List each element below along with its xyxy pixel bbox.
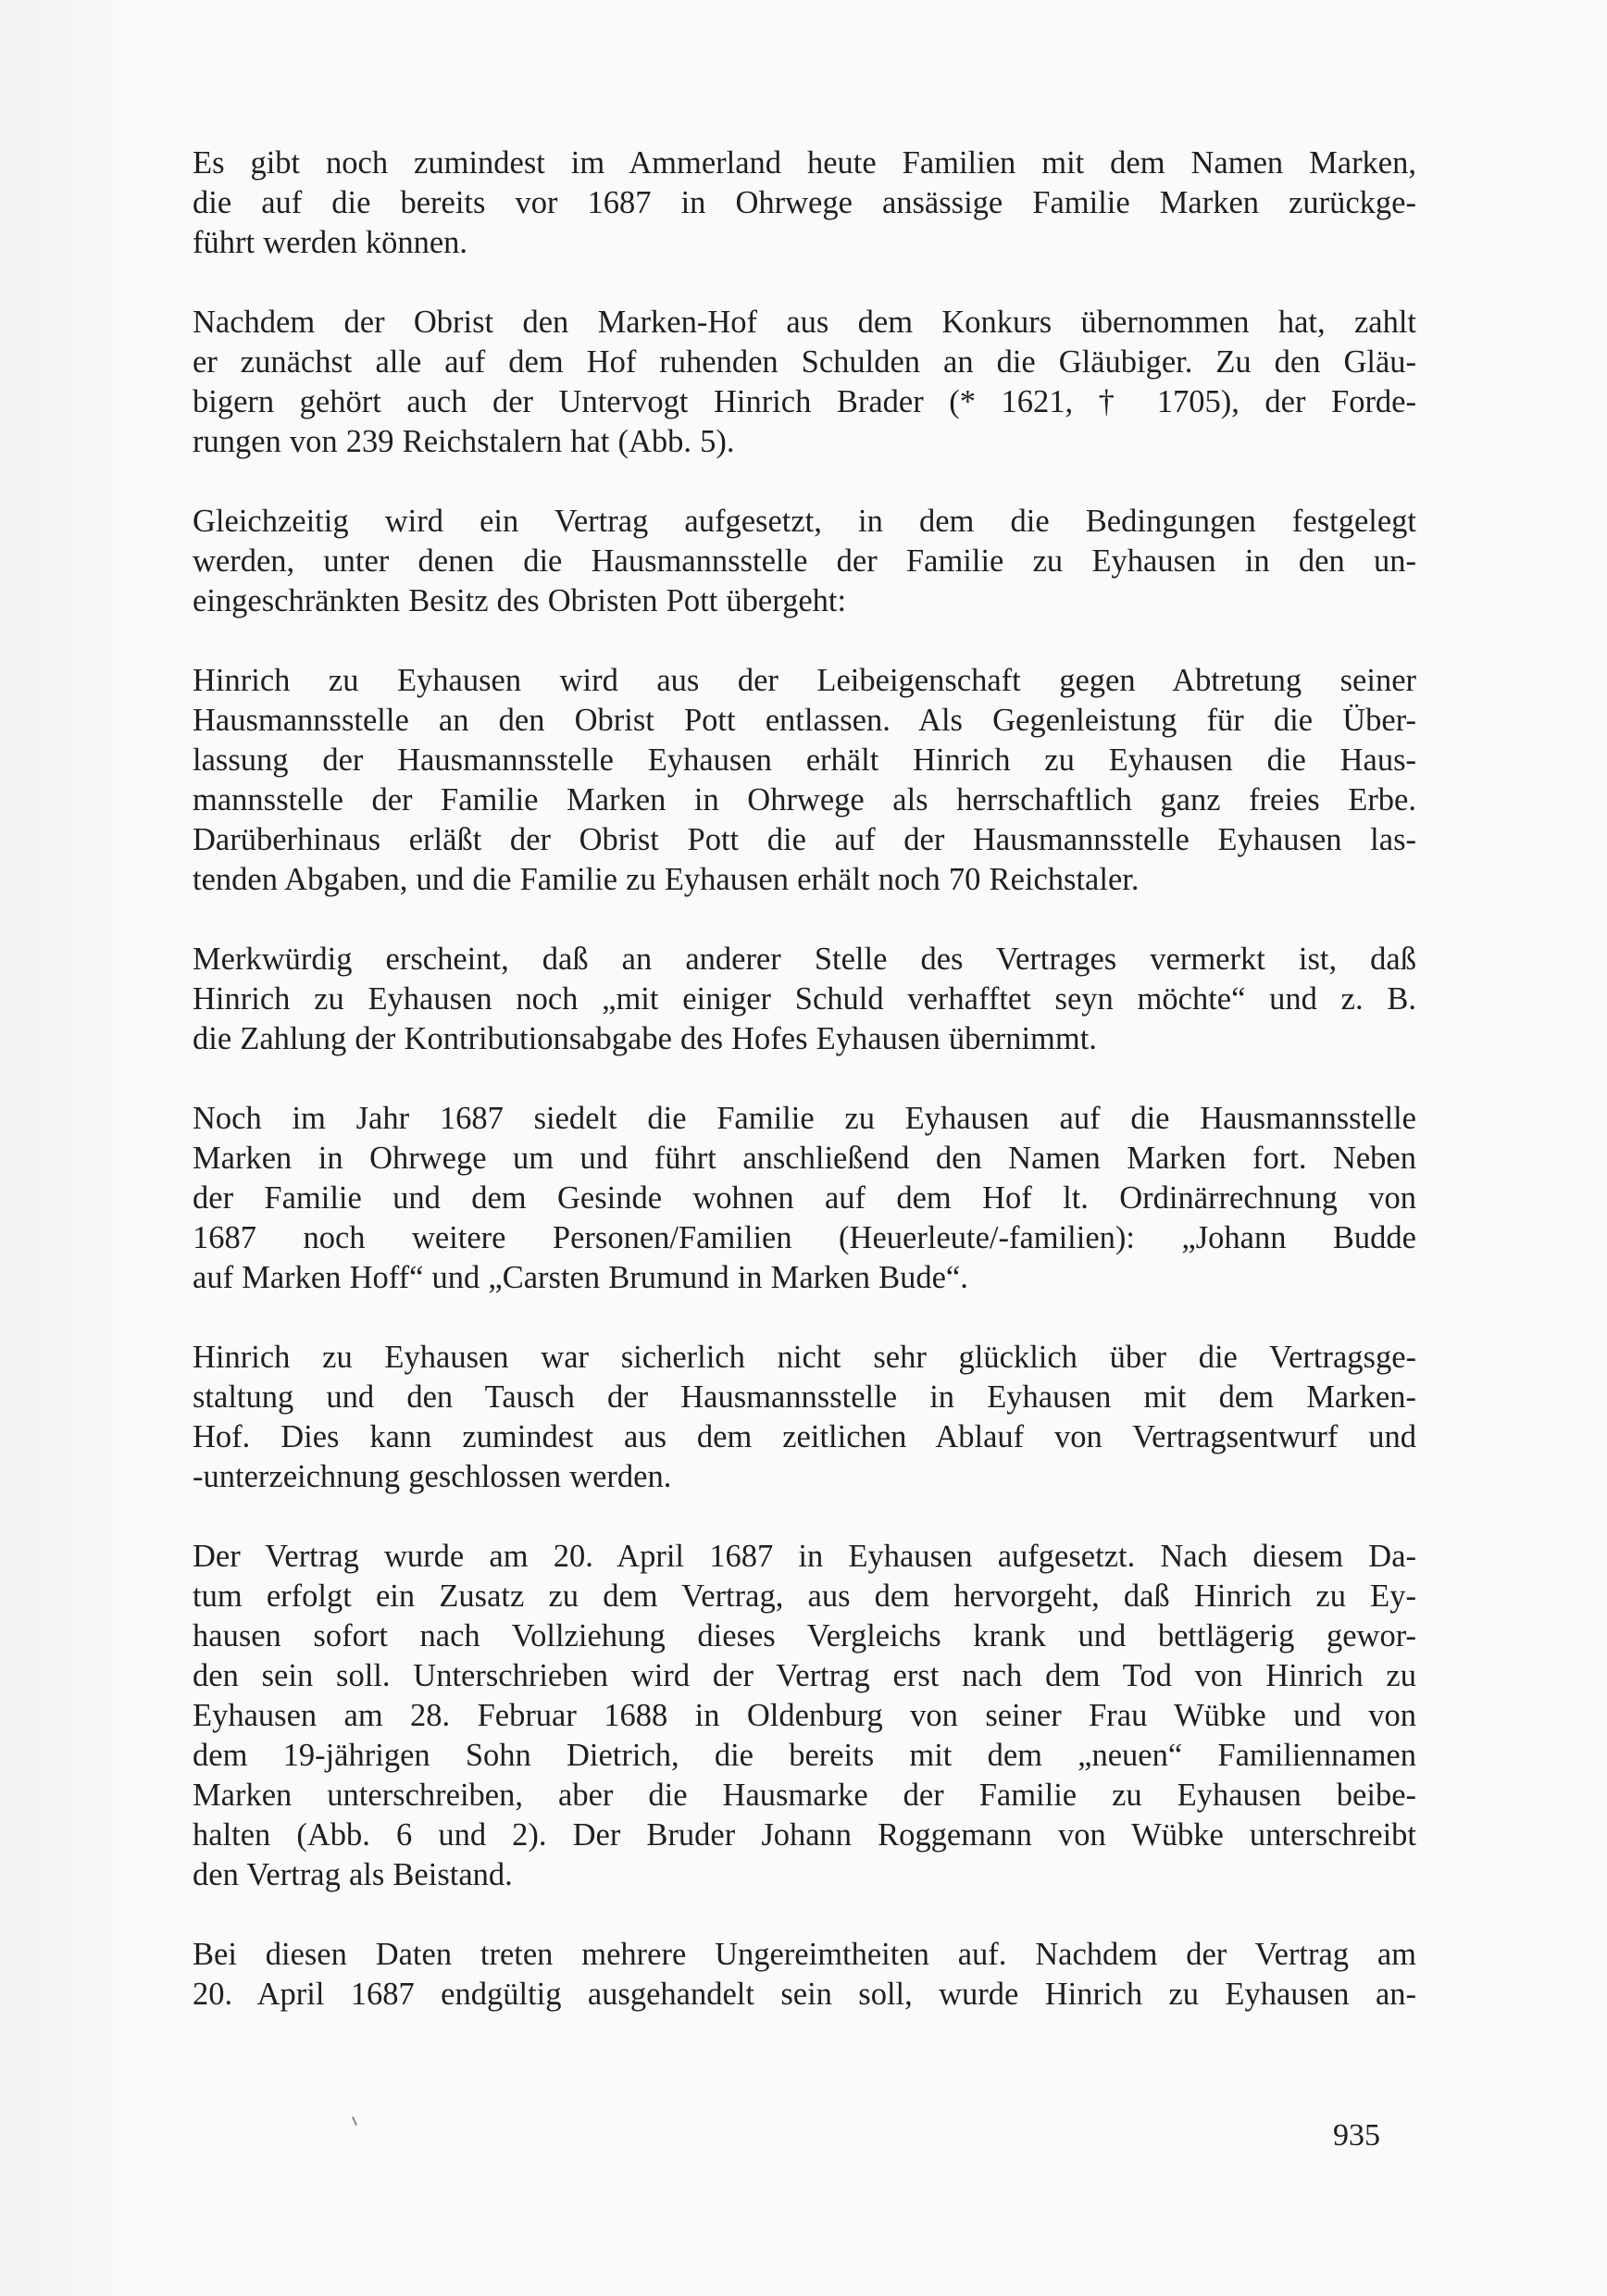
text-line: die auf die bereits vor 1687 in Ohrwege ansässige Familie Marken zurückge- — [193, 185, 1416, 220]
paragraph — [193, 502, 1416, 621]
body-text — [193, 144, 1416, 2054]
text-line: Es gibt noch zumindest im Ammerland heute Familien mit dem Namen Marken, — [193, 145, 1416, 181]
text-line: tum erfolgt ein Zusatz zu dem Vertrag, aus dem hervorgeht, daß Hinrich zu Ey- — [193, 1578, 1416, 1614]
text-line: staltung und den Tausch der Hausmannsstelle in Eyhausen mit dem Marken- — [193, 1379, 1416, 1415]
text-line: rungen von 239 Reichstalern hat (Abb. 5). — [193, 424, 735, 459]
text-line: er zunächst alle auf dem Hof ruhenden Schulden an die Gläubiger. Zu den Gläu- — [193, 344, 1416, 380]
paragraph — [193, 1935, 1416, 2015]
paragraph — [193, 661, 1416, 900]
text-line: hausen sofort nach Vollziehung dieses Vergleichs krank und bettlägerig gewor- — [193, 1618, 1416, 1653]
text-line: eingeschränkten Besitz des Obristen Pott übergeht: — [193, 583, 847, 618]
text-line: werden, unter denen die Hausmannsstelle der Familie zu Eyhausen in den un- — [193, 543, 1416, 579]
text-line: führt werden können. — [193, 225, 468, 260]
text-line: Darüberhinaus erläßt der Obrist Pott die auf der Hausmannsstelle Eyhausen las- — [193, 822, 1416, 857]
text-line: den sein soll. Unterschrieben wird der Vertrag erst nach dem Tod von Hinrich zu — [193, 1658, 1416, 1693]
text-line: Merkwürdig erscheint, daß an anderer Stelle des Vertrages vermerkt ist, daß — [193, 942, 1416, 977]
text-line: Marken unterschreiben, aber die Hausmarke der Familie zu Eyhausen beibe- — [193, 1778, 1416, 1813]
text-line: Gleichzeitig wird ein Vertrag aufgesetzt, in dem die Bedingungen festgelegt — [193, 504, 1416, 539]
paragraph — [193, 303, 1416, 462]
text-line: lassung der Hausmannsstelle Eyhausen erhält Hinrich zu Eyhausen die Haus- — [193, 742, 1416, 778]
text-line: Eyhausen am 28. Februar 1688 in Oldenburg von seiner Frau Wübke und von — [193, 1698, 1416, 1733]
text-line: Noch im Jahr 1687 siedelt die Familie zu Eyhausen auf die Hausmannsstelle — [193, 1101, 1416, 1136]
text-line: Hinrich zu Eyhausen wird aus der Leibeigenschaft gegen Abtretung seiner — [193, 663, 1416, 698]
text-line: dem 19-jährigen Sohn Dietrich, die bereits mit dem „neuen“ Familiennamen — [193, 1738, 1416, 1773]
paragraph — [193, 940, 1416, 1059]
text-line: Hinrich zu Eyhausen noch „mit einiger Schuld verhafftet seyn möchte“ und z. B. — [193, 981, 1416, 1017]
text-line: Hausmannsstelle an den Obrist Pott entlassen. Als Gegenleistung für die Über- — [193, 703, 1416, 738]
text-line: Marken in Ohrwege um und führt anschließend den Namen Marken fort. Neben — [193, 1141, 1416, 1176]
scan-speck — [352, 2116, 357, 2126]
text-line: mannsstelle der Familie Marken in Ohrwege als herrschaftlich ganz freies Erbe. — [193, 782, 1416, 817]
page-number: 935 — [1333, 2118, 1380, 2152]
text-line: Bei diesen Daten treten mehrere Ungereimtheiten auf. Nachdem der Vertrag am — [193, 1937, 1416, 1972]
paragraph — [193, 1338, 1416, 1497]
text-line: die Zahlung der Kontributionsabgabe des Hofes Eyhausen übernimmt. — [193, 1021, 1097, 1056]
text-line: den Vertrag als Beistand. — [193, 1857, 513, 1892]
paragraph — [193, 144, 1416, 263]
text-line: auf Marken Hoff“ und „Carsten Brumund in Marken Bude“. — [193, 1260, 968, 1295]
paragraph — [193, 1099, 1416, 1298]
paragraph — [193, 1537, 1416, 1895]
text-line: 1687 noch weitere Personen/Familien (Heuerleute/-familien): „Johann Budde — [193, 1220, 1416, 1255]
text-line: -unterzeichnung geschlossen werden. — [193, 1459, 672, 1494]
text-line: der Familie und dem Gesinde wohnen auf dem Hof lt. Ordinärrechnung von — [193, 1180, 1416, 1216]
text-line: bigern gehört auch der Untervogt Hinrich Brader (* 1621, † 1705), der Forde- — [193, 384, 1416, 419]
text-line: halten (Abb. 6 und 2). Der Bruder Johann Roggemann von Wübke unterschreibt — [193, 1817, 1416, 1853]
text-line: Der Vertrag wurde am 20. April 1687 in Eyhausen aufgesetzt. Nach diesem Da- — [193, 1539, 1416, 1574]
text-line: Nachdem der Obrist den Marken-Hof aus dem Konkurs übernommen hat, zahlt — [193, 305, 1416, 340]
text-line: tenden Abgaben, und die Familie zu Eyhausen erhält noch 70 Reichstaler. — [193, 862, 1140, 897]
text-line: Hof. Dies kann zumindest aus dem zeitlichen Ablauf von Vertragsentwurf und — [193, 1419, 1416, 1454]
page-edge-shadow — [0, 0, 139, 2296]
text-line: Hinrich zu Eyhausen war sicherlich nicht sehr glücklich über die Vertragsge- — [193, 1340, 1416, 1375]
text-line: 20. April 1687 endgültig ausgehandelt sein soll, wurde Hinrich zu Eyhausen an- — [193, 1977, 1416, 2012]
